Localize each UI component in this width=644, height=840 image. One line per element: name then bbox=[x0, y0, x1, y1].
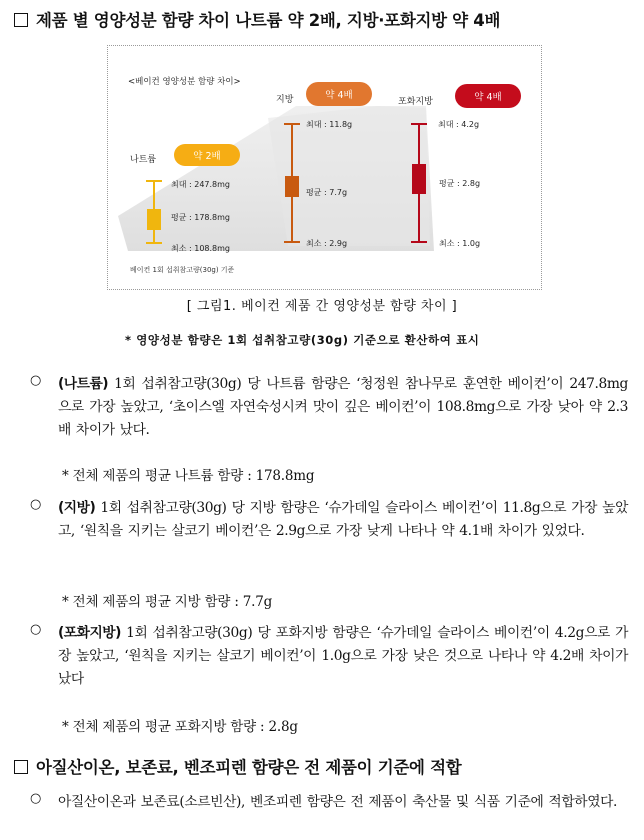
avg-fat: 평균 : 7.7g bbox=[306, 188, 348, 197]
figure-graphic bbox=[108, 46, 541, 289]
section-heading-safety bbox=[14, 754, 634, 778]
avg-saturated-fat: 평균 : 2.8g bbox=[439, 179, 481, 188]
max-sodium: 최대 : 247.8mg bbox=[171, 180, 231, 189]
list-item-safety bbox=[30, 791, 628, 814]
item-text: 1회 섭취참고량(30g) 당 포화지방 함량은 ‘슈가데일 슬라이스 베이컨’이 4.2g으로 가장 높았고, ‘원칙을 지키는 살코기 베이컨’이 1.0g으로 가장 낮은 것으로 나타나 약 4.2배 차이가 났다 bbox=[58, 625, 628, 687]
box-saturated-fat bbox=[412, 164, 426, 194]
group-label-fat: 지방 bbox=[276, 95, 294, 105]
min-fat: 최소 : 2.9g bbox=[306, 239, 348, 248]
box-sodium bbox=[147, 209, 161, 230]
heading-text: 아질산이온, 보존료, 벤조피렌 함량은 전 제품이 기준에 적합 bbox=[36, 758, 462, 777]
subnote-sodium: * 전체 제품의 평균 나트륨 함량 : 178.8mg bbox=[62, 468, 315, 484]
circle-bullet-icon: ○ bbox=[30, 497, 42, 512]
group-label-sodium: 나트륨 bbox=[130, 155, 157, 165]
nutrient-comparison-figure bbox=[107, 45, 542, 290]
paragraph: 아질산이온과 보존료(소르빈산), 벤조피렌 함량은 전 제품이 축산물 및 식품 기준에 적합하였다. bbox=[58, 794, 618, 810]
avg-sodium: 평균 : 178.8mg bbox=[171, 213, 231, 222]
paragraph bbox=[58, 622, 628, 691]
box-fat bbox=[285, 176, 299, 197]
badge-sodium-text: 약 2배 bbox=[193, 151, 221, 162]
figure-title: <베이컨 영양성분 함량 차이> bbox=[128, 77, 241, 87]
heading-text: 제품 별 영양성분 함량 차이 나트륨 약 2배, 지방·포화지방 약 4배 bbox=[36, 11, 501, 30]
max-fat: 최대 : 11.8g bbox=[306, 120, 353, 129]
list-item-saturated-fat bbox=[30, 622, 628, 691]
circle-bullet-icon: ○ bbox=[30, 373, 42, 388]
badge-fat-text: 약 4배 bbox=[325, 90, 353, 101]
item-label: (나트륨) bbox=[58, 376, 109, 392]
circle-bullet-icon: ○ bbox=[30, 622, 42, 637]
min-sodium: 최소 : 108.8mg bbox=[171, 244, 231, 253]
checkbox-square-icon bbox=[14, 13, 28, 27]
checkbox-square-icon bbox=[14, 760, 28, 774]
item-text: 1회 섭취참고량(30g) 당 나트륨 함량은 ‘청정원 참나무로 훈연한 베이컨’이 247.8mg으로 가장 높았고, ‘초이스엘 자연숙성시켜 맛이 깊은 베이컨’이 108.8mg으로 가장 낮아 약 2.3배 차이가 났다. bbox=[58, 376, 628, 438]
figure-caption: [ 그림1. 베이컨 제품 간 영양성분 함량 차이 ] bbox=[186, 299, 458, 314]
group-label-saturated-fat: 포화지방 bbox=[398, 97, 433, 107]
list-item-fat bbox=[30, 497, 628, 543]
paragraph bbox=[58, 373, 628, 442]
item-label: (지방) bbox=[58, 500, 96, 516]
figure-footer: 베이컨 1회 섭취참고량(30g) 기준 bbox=[130, 266, 235, 274]
paragraph bbox=[58, 497, 628, 543]
section-heading-nutrient-difference bbox=[14, 7, 634, 31]
subnote-fat: * 전체 제품의 평균 지방 함량 : 7.7g bbox=[62, 594, 273, 610]
badge-saturated-fat-text: 약 4배 bbox=[474, 92, 502, 103]
item-label: (포화지방) bbox=[58, 625, 121, 641]
list-item-sodium bbox=[30, 373, 628, 442]
item-text: 1회 섭취참고량(30g) 당 지방 함량은 ‘슈가데일 슬라이스 베이컨’이 11.8g으로 가장 높았고, ‘원칙을 지키는 살코기 베이컨’은 2.9g으로 가장 낮게 나타나 약 4.1배 차이가 있었다. bbox=[58, 500, 628, 539]
max-saturated-fat: 최대 : 4.2g bbox=[438, 120, 480, 129]
subnote-saturated-fat: * 전체 제품의 평균 포화지방 함량 : 2.8g bbox=[62, 719, 298, 735]
circle-bullet-icon: ○ bbox=[30, 791, 42, 806]
footnote: * 영양성분 함량은 1회 섭취참고량(30g) 기준으로 환산하여 표시 bbox=[125, 333, 480, 347]
min-saturated-fat: 최소 : 1.0g bbox=[439, 239, 481, 248]
